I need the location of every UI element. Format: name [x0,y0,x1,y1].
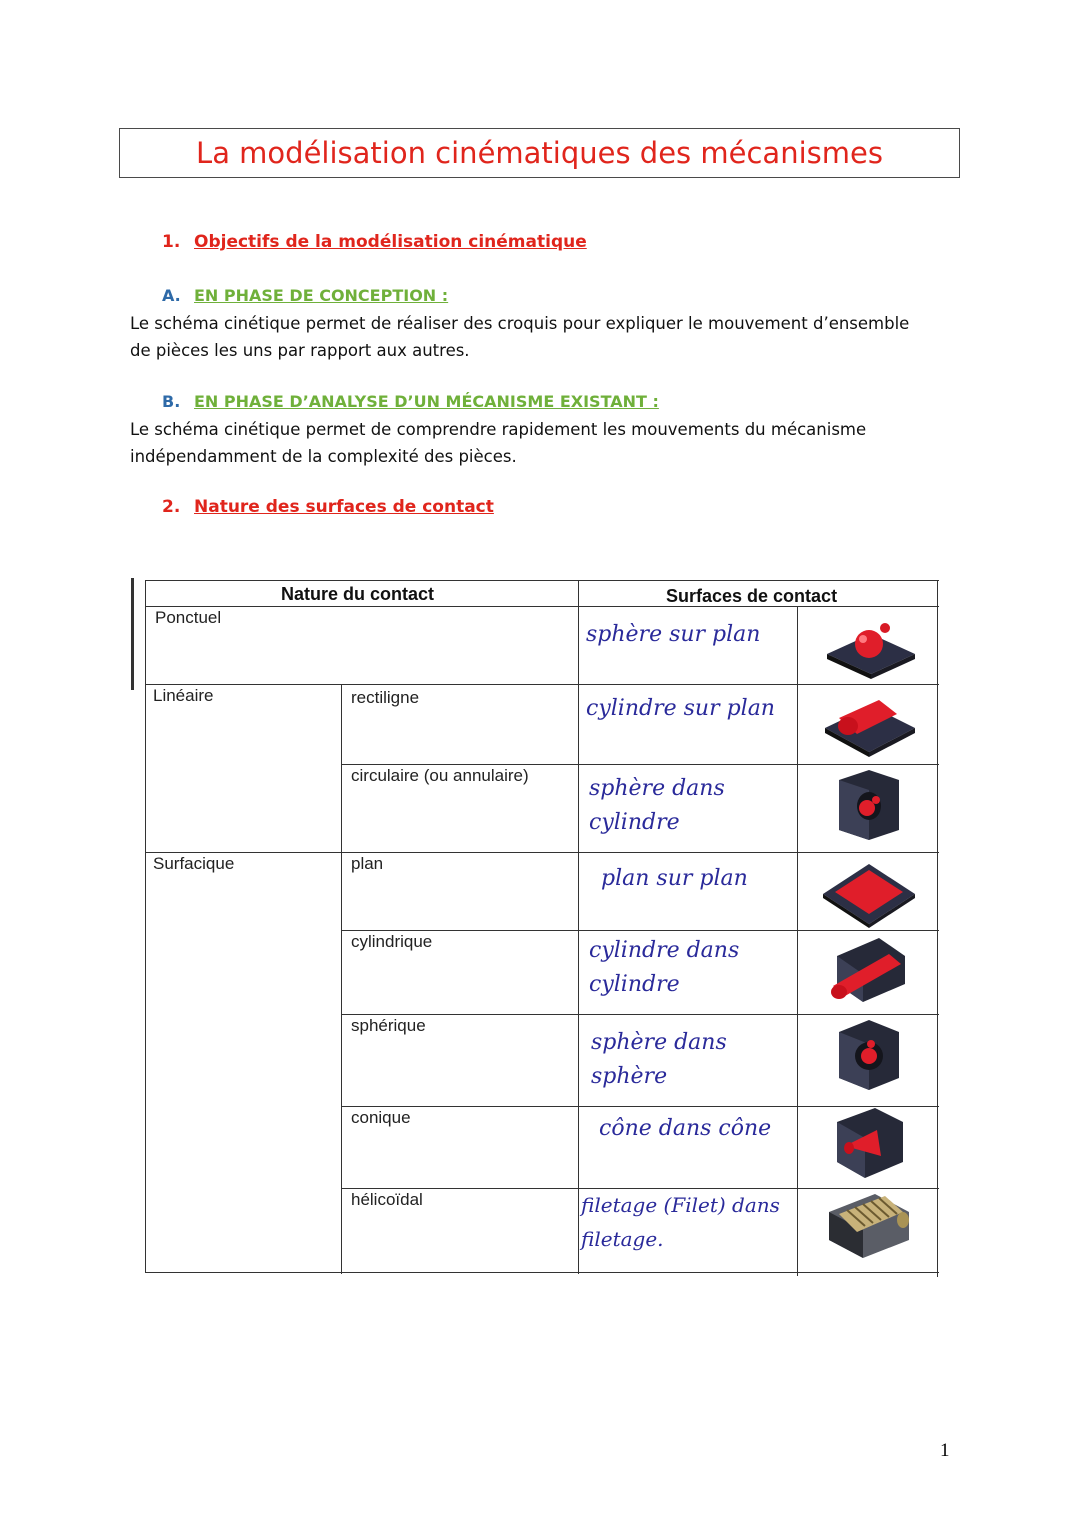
group-surfacique: Surfacique [153,854,235,873]
hand-row-7: cône dans cône [599,1116,772,1141]
hand-row-5: cylindre dans cylindre [589,938,740,997]
table-bottom-border [145,1272,939,1273]
section-a-label: EN PHASE DE CONCEPTION : [194,286,449,305]
section-2-number: 2. [162,497,181,517]
plane-on-plane-icon [819,858,919,928]
hand-row-6: sphère dans sphère [591,1030,727,1089]
table-left-bar [131,578,134,690]
sub-cylindrique: cylindrique [351,932,433,951]
sub-conique: conique [351,1108,411,1127]
section-1-heading [162,232,587,252]
hand-row-8: filetage (Filet) dans filetage. [581,1193,780,1251]
section-1-number: 1. [162,232,181,252]
table-top-border [145,580,939,581]
header-nature: Nature du contact [281,584,435,604]
group-lineaire: Linéaire [153,686,214,705]
row-divider-1 [145,684,939,685]
row-divider-3 [145,852,939,853]
cylinder-on-plane-icon [819,688,919,758]
section-1-label: Objectifs de la modélisation cinématique [194,232,587,252]
col-group-sub-divider [341,684,342,1274]
sphere-in-cylinder-icon [819,770,919,840]
section-b-paragraph: Le schéma cinétique permet de comprendre rapidement les mouvements du mécanisme indépendamment de la complexité des pièces. [130,420,867,466]
section-b-label: EN PHASE D’ANALYSE D’UN MÉCANISME EXISTANT : [194,392,659,411]
row-divider-5 [341,1014,939,1015]
hand-row-3: sphère dans cylindre [589,776,725,835]
row-divider-6 [341,1106,939,1107]
sub-rectiligne: rectiligne [351,688,420,707]
header-surfaces: Surfaces de contact [666,586,838,606]
sub-plan: plan [351,854,384,873]
row-divider-4 [341,930,939,931]
section-2-heading [162,497,494,517]
group-ponctuel: Ponctuel [155,608,222,627]
section-a-paragraph: Le schéma cinétique permet de réaliser des croquis pour expliquer le mouvement d’ensemble de pièces les uns par rapport aux autres. [130,314,910,360]
cylinder-in-cylinder-icon [819,934,919,1004]
contact-table [131,578,939,1278]
hand-row-2: cylindre sur plan [586,696,775,721]
section-b-heading [162,392,659,411]
sub-spherique: sphérique [351,1016,426,1035]
sphere-on-plane-icon [819,610,919,680]
hand-row-4: plan sur plan [601,866,748,891]
section-b-number: B. [162,392,181,411]
sub-circulaire: circulaire (ou annulaire) [351,766,529,785]
page-title: La modélisation cinématiques des mécanismes [196,136,883,170]
hand-row-1: sphère sur plan [586,622,761,647]
sub-helicoidal: hélicoïdal [351,1190,423,1209]
section-a-number: A. [162,286,181,305]
page-number: 1 [940,1440,950,1461]
sphere-in-sphere-icon [819,1020,919,1090]
thread-in-thread-icon [819,1190,919,1260]
title-box [119,128,960,178]
section-a-heading [162,286,448,305]
section-2-label: Nature des surfaces de contact [194,497,494,517]
cone-in-cone-icon [819,1108,919,1178]
row-divider-2 [341,764,939,765]
